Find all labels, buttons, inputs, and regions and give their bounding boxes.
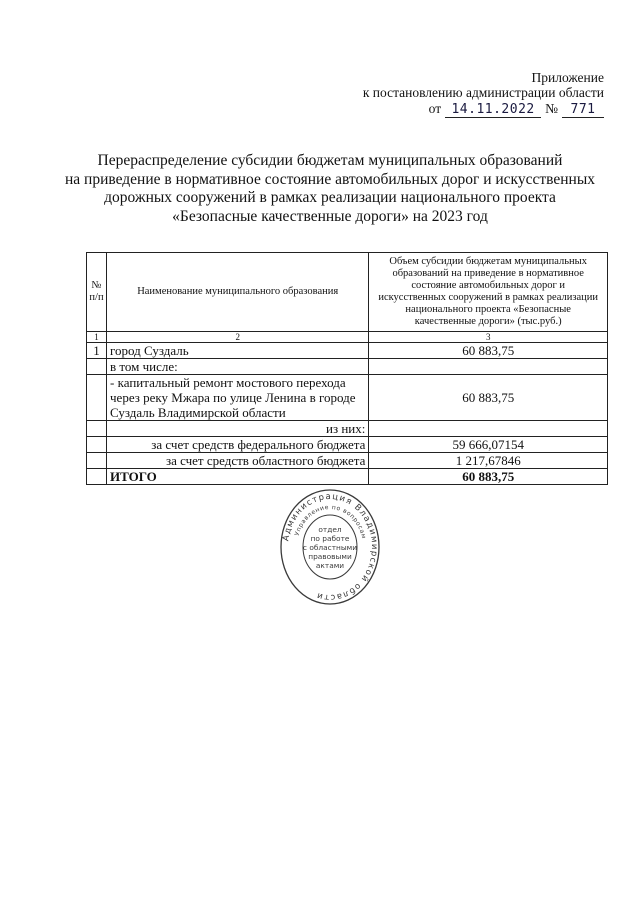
table-header-row	[87, 253, 608, 332]
stamp-middle-text: Управление по вопросам	[293, 503, 368, 540]
table-index-row	[87, 332, 608, 343]
decree-number: 771	[562, 103, 604, 118]
svg-text:отдел: отдел	[318, 525, 342, 534]
index-col-2: 2	[107, 332, 369, 343]
subsidy-table	[86, 252, 608, 485]
document-title	[60, 152, 600, 226]
table-row	[87, 437, 608, 453]
row-value: 1 217,67846	[369, 453, 608, 469]
table-row	[87, 359, 608, 375]
appendix-date-line	[363, 101, 604, 118]
svg-text:актами: актами	[315, 561, 345, 570]
header-value: Объем субсидии бюджетам муниципальных образований на приведение в нормативное состояние автомобильных дорог и искусственных сооружений в рамках реализации национального проекта «Безопасные качественные дороги» (тыс.руб.)	[369, 253, 608, 332]
appendix-subtitle: к постановлению администрации области	[362, 85, 604, 100]
table-row	[87, 343, 608, 359]
decree-date: 14.11.2022	[445, 103, 541, 118]
row-value: 59 666,07154	[369, 437, 608, 453]
svg-text:правовыми: правовыми	[308, 552, 352, 561]
index-col-3: 3	[369, 332, 608, 343]
title-line-3: дорожных сооружений в рамках реализации национального проекта	[104, 189, 556, 206]
title-line-4: «Безопасные качественные дороги» на 2023 год	[172, 207, 488, 225]
svg-text:с областными: с областными	[302, 543, 358, 552]
index-col-1: 1	[87, 332, 107, 343]
row-value: 60 883,75	[369, 375, 608, 421]
header-num: № п/п	[87, 253, 107, 332]
row-name: из них:	[107, 421, 369, 437]
table-row	[87, 453, 608, 469]
row-name: город Суздаль	[107, 343, 369, 359]
title-line-1: Перераспределение субсидии бюджетам муниципальных образований	[97, 152, 563, 169]
svg-text:по работе: по работе	[310, 534, 350, 543]
stamp-outer-text: Администрация Владимирской области	[281, 491, 380, 603]
header-name: Наименование муниципального образования	[107, 253, 369, 332]
row-num: 1	[87, 343, 107, 359]
table-row	[87, 421, 608, 437]
table-total-row	[87, 469, 608, 485]
row-name: за счет средств федерального бюджета	[107, 437, 369, 453]
official-stamp	[280, 488, 380, 606]
table-row	[87, 375, 608, 421]
stamp-center-text	[303, 525, 357, 570]
row-name: в том числе:	[107, 359, 369, 375]
from-label: от	[428, 101, 442, 116]
total-label: ИТОГО	[107, 469, 369, 485]
total-value: 60 883,75	[369, 469, 608, 485]
appendix-title: Приложение	[531, 70, 604, 85]
row-name: за счет средств областного бюджета	[107, 453, 369, 469]
number-label: №	[545, 101, 558, 116]
title-line-2: на приведение в нормативное состояние автомобильных дорог и искусственных	[65, 170, 595, 188]
row-value: 60 883,75	[369, 343, 608, 359]
appendix-header	[363, 70, 604, 118]
row-name: - капитальный ремонт мостового перехода через реку Мжара по улице Ленина в городе Суздаль Владимирской области	[107, 375, 369, 421]
